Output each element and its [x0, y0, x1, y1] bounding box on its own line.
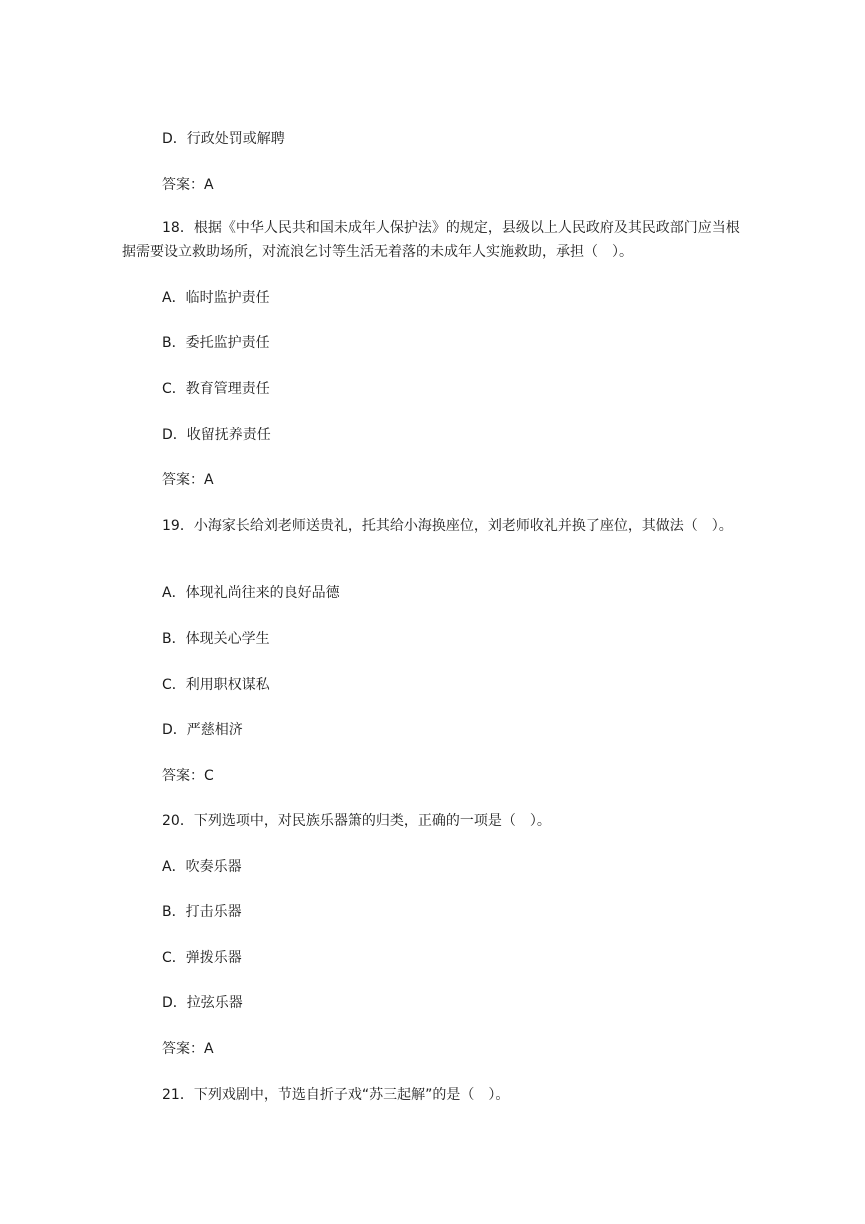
option-a-q19: A．体现礼尚往来的良好品德 [162, 585, 340, 601]
answer-q18: 答案：A [162, 472, 214, 488]
option-c-q18: C．教育管理责任 [162, 381, 270, 397]
question-19-stem: 19．小海家长给刘老师送贵礼，托其给小海换座位，刘老师收礼并换了座位，其做法（ ）。 [162, 518, 733, 534]
question-18-stem: 18．根据《中华人民共和国未成年人保护法》的规定，县级以上人民政府及其民政部门应当根据需要设立救助场所，对流浪乞讨等生活无着落的未成年人实施救助，承担（ ）。 [122, 220, 740, 260]
option-b-q18: B．委托监护责任 [162, 335, 270, 351]
option-d-q20: D．拉弦乐器 [162, 995, 243, 1011]
answer-q20: 答案：A [162, 1041, 214, 1057]
option-c-q20: C．弹拨乐器 [162, 950, 242, 966]
question-20-stem: 20．下列选项中，对民族乐器箫的归类，正确的一项是（ ）。 [162, 813, 551, 829]
option-b-q20: B．打击乐器 [162, 904, 242, 920]
option-c-q19: C．利用职权谋私 [162, 677, 270, 693]
option-a-q18: A．临时监护责任 [162, 290, 270, 306]
option-a-q20: A．吹奏乐器 [162, 859, 242, 875]
option-d-q19: D．严慈相济 [162, 722, 243, 738]
option-b-q19: B．体现关心学生 [162, 631, 270, 647]
option-d-q18: D．收留抚养责任 [162, 427, 271, 443]
answer-q17: 答案：A [162, 177, 214, 193]
option-d-q17: D．行政处罚或解聘 [162, 131, 285, 147]
question-21-stem: 21．下列戏剧中，节选自折子戏“苏三起解”的是（ ）。 [162, 1087, 510, 1103]
answer-q19: 答案：C [162, 768, 214, 784]
